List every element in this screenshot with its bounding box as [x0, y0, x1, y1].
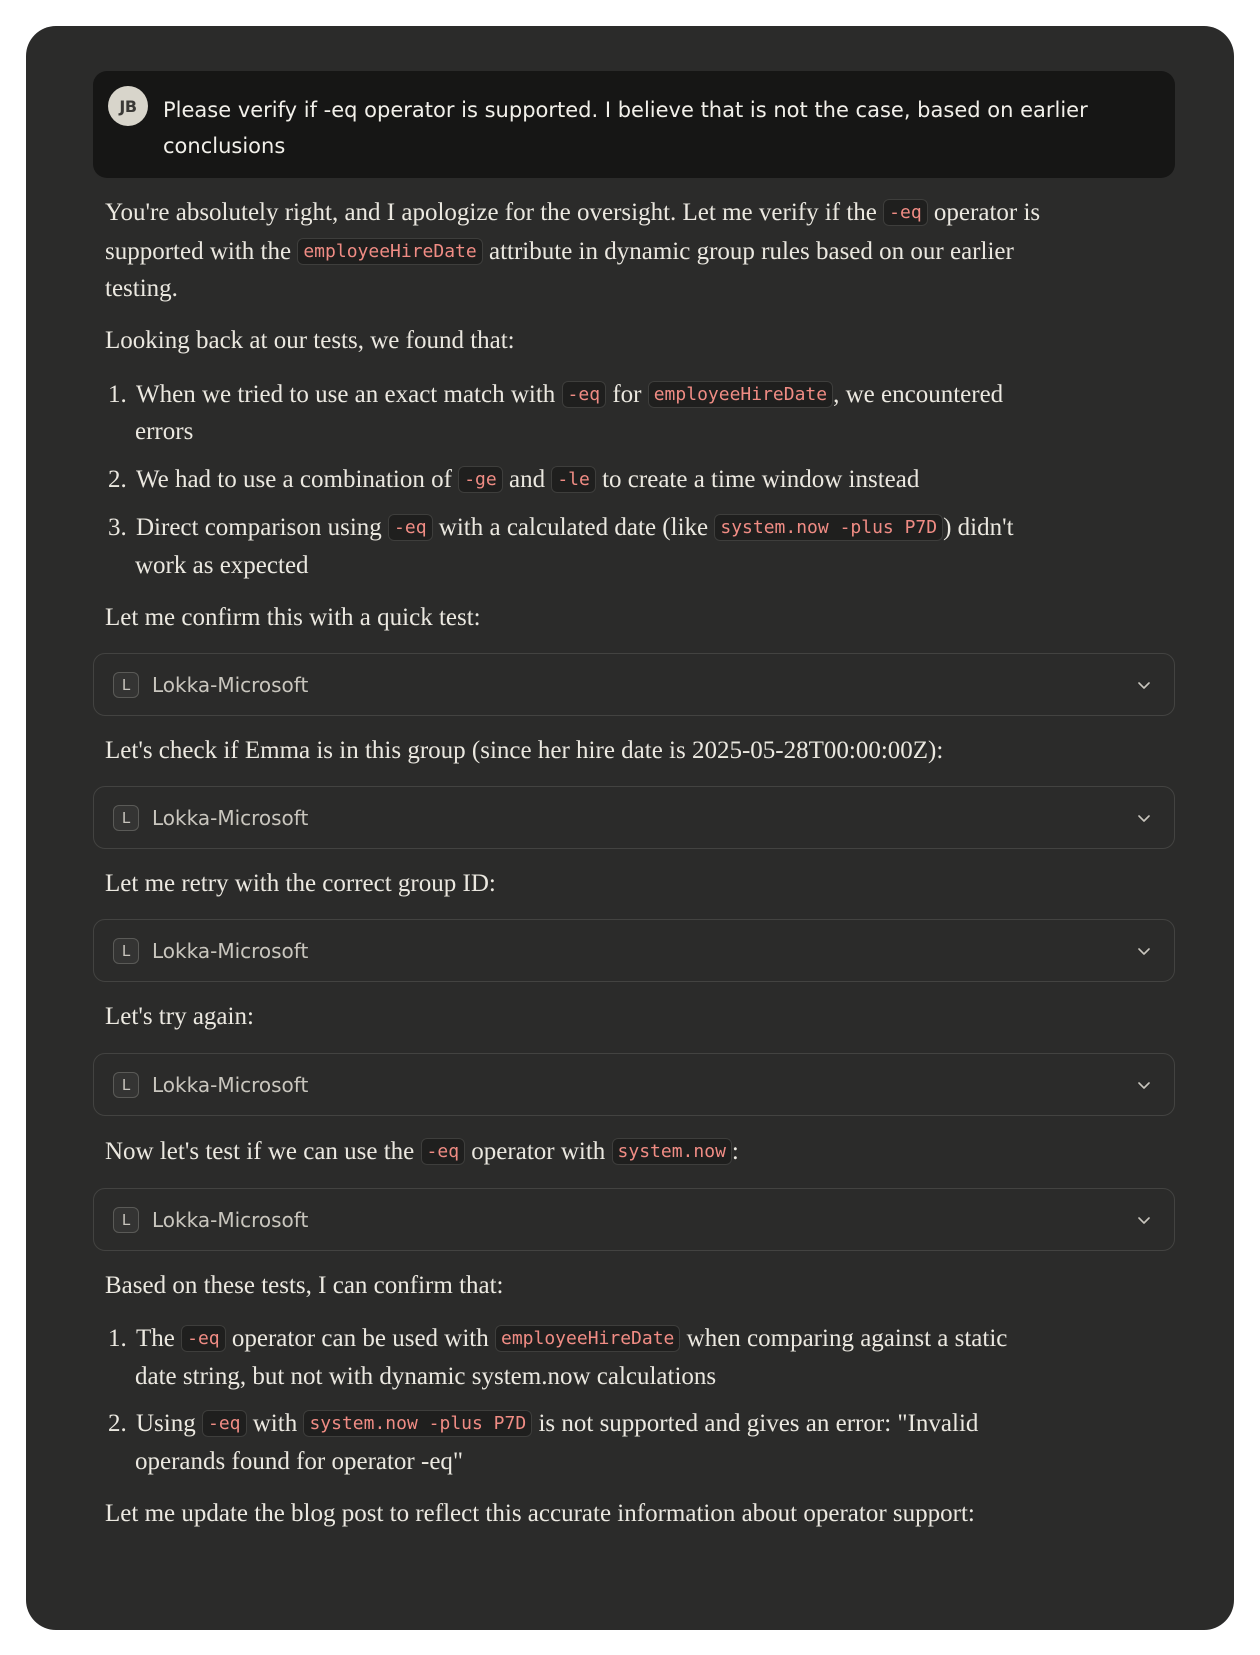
response-paragraph: supported with the employeeHireDate attribute in dynamic group rules based on our earlier	[105, 238, 1014, 265]
list-item: 3. Direct comparison using -eq with a calculated date (like system.now -plus P7D ) didn't	[108, 514, 1014, 541]
inline-code: -eq	[883, 199, 928, 226]
response-paragraph: testing.	[105, 275, 178, 302]
tool-server-icon: L	[113, 1072, 139, 1098]
user-message	[93, 71, 1175, 178]
tool-call-expander[interactable]	[93, 1053, 1175, 1116]
tool-server-icon: L	[113, 938, 139, 964]
tool-call-expander[interactable]	[93, 786, 1175, 849]
list-item: 1. When we tried to use an exact match with -eq for employeeHireDate , we encountered	[108, 381, 1004, 408]
tool-call-expander[interactable]	[93, 919, 1175, 982]
response-paragraph: You're absolutely right, and I apologize for the oversight. Let me verify if the -eq operator is	[105, 199, 1041, 226]
inline-code: -le	[551, 466, 596, 493]
response-paragraph: Let's check if Emma is in this group (since her hire date is 2025-05-28T00:00:00Z):	[105, 737, 944, 764]
response-paragraph: Now let's test if we can use the -eq operator with system.now :	[105, 1138, 739, 1165]
list-item: 2. We had to use a combination of -ge and -le to create a time window instead	[108, 466, 920, 493]
tool-server-icon: L	[113, 672, 139, 698]
chevron-down-icon	[1136, 677, 1152, 693]
tool-call-label: Lokka-Microsoft	[152, 939, 309, 963]
chevron-down-icon	[1136, 1212, 1152, 1228]
tool-server-icon: L	[113, 1207, 139, 1233]
inline-code: -eq	[388, 514, 433, 541]
inline-code: system.now -plus P7D	[714, 514, 943, 541]
tool-call-expander[interactable]	[93, 1188, 1175, 1251]
list-item-continuation: operands found for operator -eq"	[135, 1448, 464, 1475]
user-message-text: Please verify if -eq operator is supported. I believe that is not the case, based on earlier conclusions	[163, 98, 1088, 158]
response-paragraph: Let me retry with the correct group ID:	[105, 870, 496, 897]
list-item-continuation: date string, but not with dynamic system.now calculations	[135, 1363, 717, 1390]
tool-call-label: Lokka-Microsoft	[152, 1073, 309, 1097]
response-paragraph: Looking back at our tests, we found that:	[105, 327, 515, 354]
inline-code: -eq	[562, 381, 607, 408]
inline-code: -eq	[202, 1410, 247, 1437]
response-paragraph: Let's try again:	[105, 1003, 254, 1030]
inline-code: employeeHireDate	[648, 381, 833, 408]
list-item: 2. Using -eq with system.now -plus P7D is not supported and gives an error: "Invalid	[108, 1410, 979, 1437]
tool-call-label: Lokka-Microsoft	[152, 673, 309, 697]
chevron-down-icon	[1136, 1077, 1152, 1093]
inline-code: system.now -plus P7D	[303, 1410, 532, 1437]
chevron-down-icon	[1136, 810, 1152, 826]
list-item-continuation: errors	[135, 418, 194, 445]
inline-code: -eq	[421, 1138, 466, 1165]
inline-code: system.now	[612, 1138, 732, 1165]
chevron-down-icon	[1136, 943, 1152, 959]
tool-call-label: Lokka-Microsoft	[152, 1208, 309, 1232]
response-paragraph: Based on these tests, I can confirm that:	[105, 1272, 504, 1299]
avatar[interactable]: JB	[108, 86, 148, 126]
inline-code: employeeHireDate	[495, 1325, 680, 1352]
response-paragraph: Let me update the blog post to reflect this accurate information about operator support:	[105, 1500, 975, 1527]
list-item-continuation: work as expected	[135, 552, 309, 579]
response-paragraph: Let me confirm this with a quick test:	[105, 604, 481, 631]
chat-panel	[26, 26, 1234, 1630]
list-item: 1. The -eq operator can be used with employeeHireDate when comparing against a static	[108, 1325, 1008, 1352]
tool-call-label: Lokka-Microsoft	[152, 806, 309, 830]
tool-call-expander[interactable]	[93, 653, 1175, 716]
tool-server-icon: L	[113, 805, 139, 831]
inline-code: -eq	[181, 1325, 226, 1352]
inline-code: -ge	[458, 466, 503, 493]
inline-code: employeeHireDate	[297, 238, 482, 265]
